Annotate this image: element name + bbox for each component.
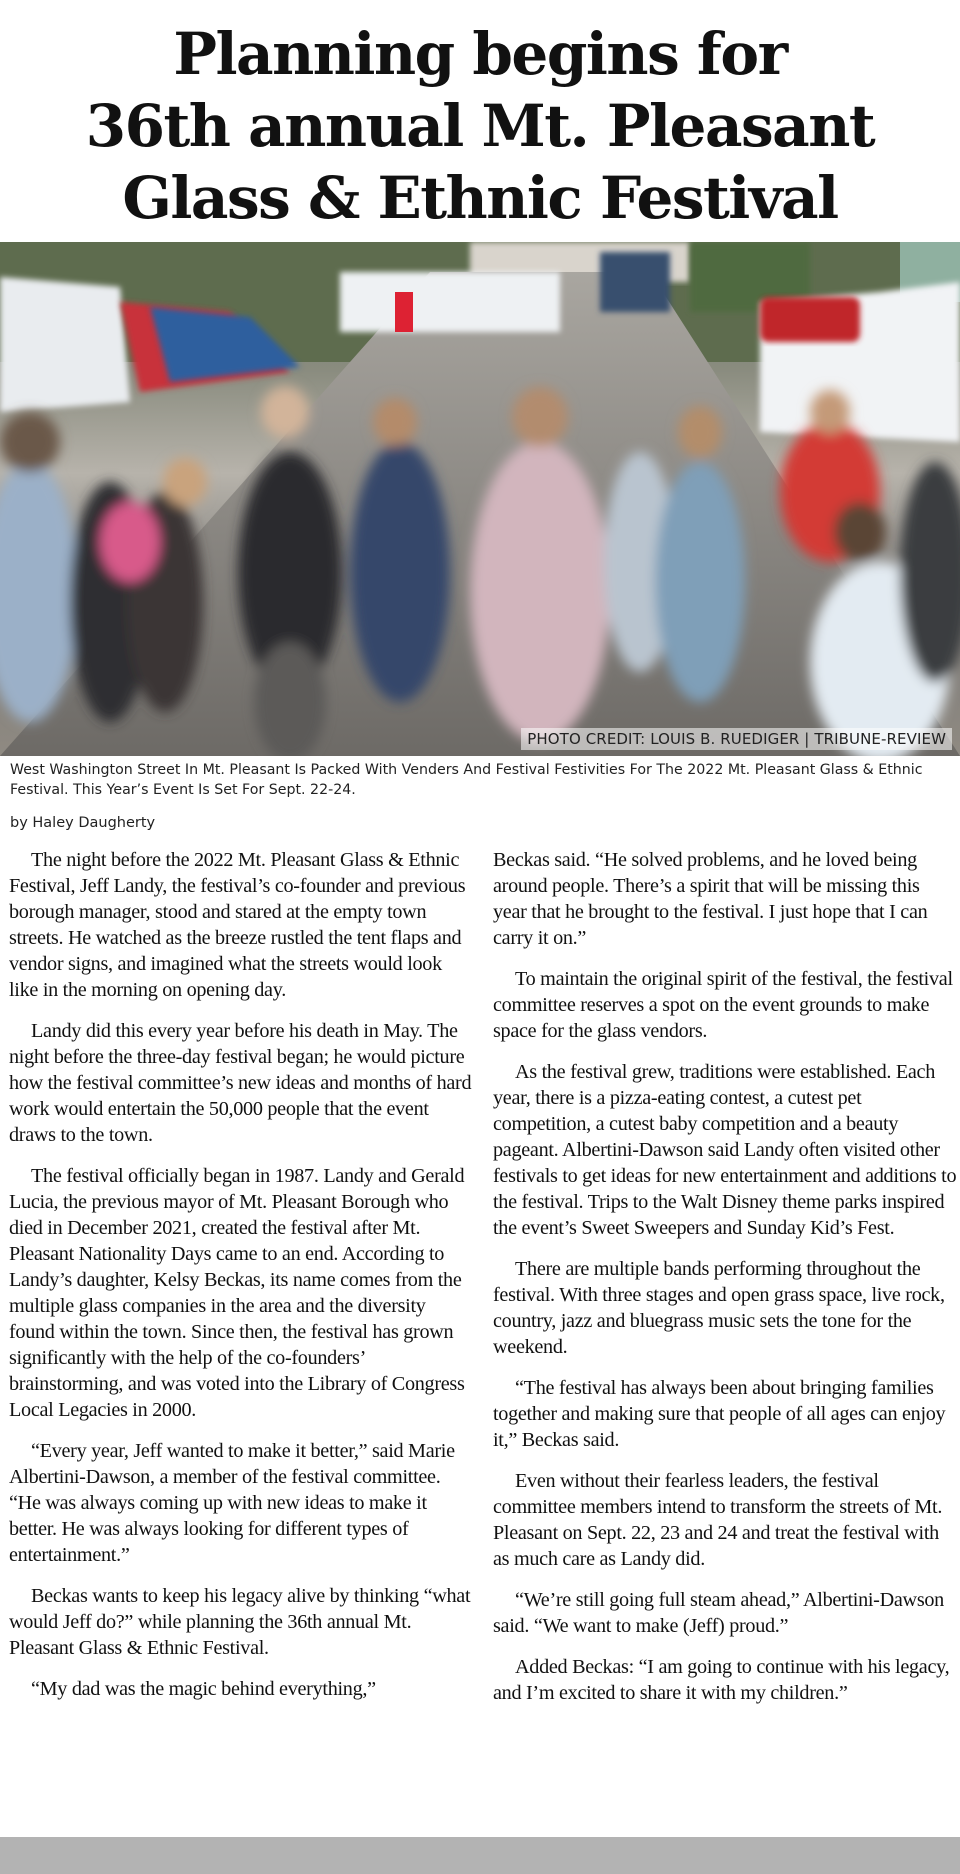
paragraph: “The festival has always been about bringing families together and making sure that people of all ages can enjoy it,” Beckas said. xyxy=(493,1377,946,1451)
paragraph: “We’re still going full steam ahead,” Albertini-Dawson said. “We want to make (Jeff) proud.” xyxy=(493,1589,944,1637)
paragraph: Beckas wants to keep his legacy alive by thinking “what would Jeff do?” while planning the 36th annual Mt. Pleasant Glass & Ethnic Festival. xyxy=(9,1585,471,1659)
paragraph-continuation: Beckas said. “He solved problems, and he loved being around people. There’s a spirit that will be missing this year that he brought to the festival. I just hope that I can carry it on.” xyxy=(493,849,928,949)
festival-photo xyxy=(0,242,960,756)
headline-line-1: Planning begins for xyxy=(173,20,787,88)
photo-credit: PHOTO CREDIT: LOUIS B. RUEDIGER | TRIBUNE-REVIEW xyxy=(521,728,952,750)
festival-crowd-illustration xyxy=(0,242,960,756)
article-column-right xyxy=(493,847,957,1721)
paragraph: There are multiple bands performing throughout the festival. With three stages and open grass space, live rock, country, jazz and bluegrass music sets the tone for the weekend. xyxy=(493,1258,945,1358)
paragraph: The night before the 2022 Mt. Pleasant Glass & Ethnic Festival, Jeff Landy, the festival’s co-founder and previous borough manager, stood and stared at the empty town streets. He watched as the breeze rustled the tent flaps and vendor signs, and imagined what the streets would look like in the morning on opening day. xyxy=(9,849,466,1001)
headline-line-2: 36th annual Mt. Pleasant xyxy=(85,92,875,160)
article-column-left xyxy=(9,847,473,1721)
paragraph: The festival officially began in 1987. Landy and Gerald Lucia, the previous mayor of Mt. Pleasant Borough who died in December 2021, created the festival after Mt. Pleasant Nationality Days came to an end. According to Landy’s daughter, Kelsy Beckas, its name comes from the multiple glass companies in the area and the diversity found within the town. Since then, the festival has grown significantly with the help of the co-founders’ brainstorming, and was voted into the Library of Congress Local Legacies in 2000. xyxy=(9,1165,465,1421)
paragraph: Landy did this every year before his death in May. The night before the three-day festival began; he would picture how the festival committee’s new ideas and months of hard work would entertain the 50,000 people that the event draws to the town. xyxy=(9,1020,472,1146)
byline: by Haley Daugherty xyxy=(10,815,156,831)
paragraph: “Every year, Jeff wanted to make it better,” said Marie Albertini-Dawson, a member of the festival committee. “He was always coming up with new ideas to make it better. He was always looking for different types of entertainment.” xyxy=(9,1440,455,1566)
paragraph: Even without their fearless leaders, the festival committee members intend to transform the streets of Mt. Pleasant on Sept. 22, 23 and 24 and treat the festival with as much care as Landy did. xyxy=(493,1470,943,1570)
photo-caption: West Washington Street In Mt. Pleasant Is Packed With Venders And Festival Festivities For The 2022 Mt. Pleasant Glass & Ethnic Festival. This Year’s Event Is Set For Sept. 22-24. xyxy=(10,762,923,798)
headline-line-3: Glass & Ethnic Festival xyxy=(122,164,838,232)
footer-bar xyxy=(0,1837,960,1874)
article-body xyxy=(9,847,957,1721)
paragraph: “My dad was the magic behind everything,” xyxy=(31,1678,376,1700)
paragraph: Added Beckas: “I am going to continue with his legacy, and I’m excited to share it with my children.” xyxy=(493,1656,950,1704)
paragraph: To maintain the original spirit of the festival, the festival committee reserves a spot on the event grounds to make space for the glass vendors. xyxy=(493,968,953,1042)
headline xyxy=(0,0,960,232)
paragraph: As the festival grew, traditions were established. Each year, there is a pizza-eating contest, a cutest pet competition, a cutest baby competition and a beauty pageant. Albertini-Dawson said Landy often visited other festivals to get ideas for new entertainment and additions to the festival. Trips to the Walt Disney theme parks inspired the event’s Sweet Sweepers and Sunday Kid’s Fest. xyxy=(493,1061,957,1239)
